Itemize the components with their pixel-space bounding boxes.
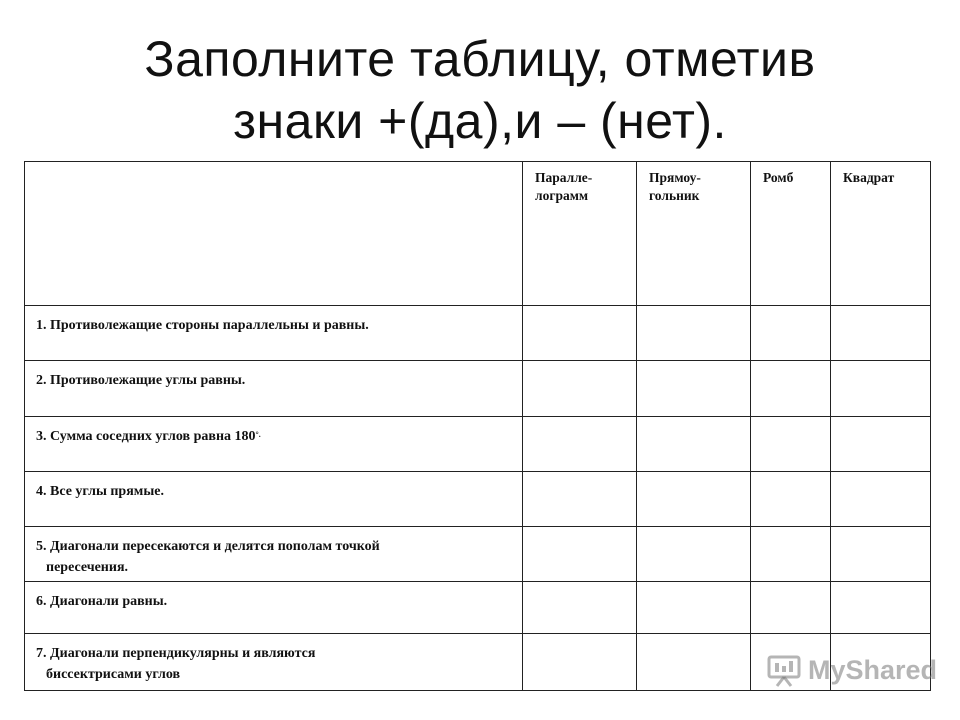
title-line-1: Заполните таблицу, отметив <box>144 31 816 87</box>
table-row <box>25 306 931 361</box>
answer-cell[interactable] <box>523 527 637 582</box>
presentation-board-icon <box>766 652 802 688</box>
header-empty-cell <box>25 162 523 306</box>
answer-cell[interactable] <box>831 417 931 472</box>
column-header-rectangle: Прямоу- гольник <box>637 162 751 306</box>
answer-cell[interactable] <box>831 527 931 582</box>
answer-cell[interactable] <box>637 306 751 361</box>
myshared-watermark <box>766 652 937 688</box>
answer-cell[interactable] <box>523 417 637 472</box>
answer-cell[interactable] <box>751 472 831 527</box>
table-row <box>25 582 931 634</box>
degree-suffix: °. <box>255 430 261 439</box>
table-row <box>25 361 931 417</box>
answer-cell[interactable] <box>751 582 831 634</box>
properties-table <box>24 161 931 691</box>
watermark-text: MyShared <box>808 654 938 685</box>
answer-cell[interactable] <box>751 361 831 417</box>
answer-cell[interactable] <box>831 361 931 417</box>
row-label-6: 6. Диагонали равны. <box>25 582 523 634</box>
answer-cell[interactable] <box>523 634 637 691</box>
title-line-2: знаки +(да),и – (нет). <box>233 93 727 149</box>
column-header-rhombus: Ромб <box>751 162 831 306</box>
answer-cell[interactable] <box>751 527 831 582</box>
answer-cell[interactable] <box>637 634 751 691</box>
column-header-square: Квадрат <box>831 162 931 306</box>
answer-cell[interactable] <box>523 361 637 417</box>
answer-cell[interactable] <box>831 472 931 527</box>
table-row <box>25 527 931 582</box>
row-label-4: 4. Все углы прямые. <box>25 472 523 527</box>
row-label-2: 2. Противолежащие углы равны. <box>25 361 523 417</box>
row-label-7: 7. Диагонали перпендикулярны и являются биссектрисами углов <box>25 634 523 691</box>
table-row <box>25 417 931 472</box>
row-label-1: 1. Противолежащие стороны параллельны и равны. <box>25 306 523 361</box>
answer-cell[interactable] <box>637 582 751 634</box>
answer-cell[interactable] <box>831 582 931 634</box>
answer-cell[interactable] <box>751 306 831 361</box>
answer-cell[interactable] <box>637 361 751 417</box>
answer-cell[interactable] <box>751 417 831 472</box>
page-title <box>0 28 960 152</box>
answer-cell[interactable] <box>637 527 751 582</box>
answer-cell[interactable] <box>831 306 931 361</box>
table-row <box>25 472 931 527</box>
answer-cell[interactable] <box>637 417 751 472</box>
answer-cell[interactable] <box>523 472 637 527</box>
answer-cell[interactable] <box>523 582 637 634</box>
column-header-parallelogram: Паралле- лограмм <box>523 162 637 306</box>
row-label-3: 3. Сумма соседних углов равна 180°. <box>25 417 523 472</box>
table-header-row <box>25 162 931 306</box>
row-label-5: 5. Диагонали пересекаются и делятся пополам точкой пересечения. <box>25 527 523 582</box>
answer-cell[interactable] <box>637 472 751 527</box>
answer-cell[interactable] <box>523 306 637 361</box>
